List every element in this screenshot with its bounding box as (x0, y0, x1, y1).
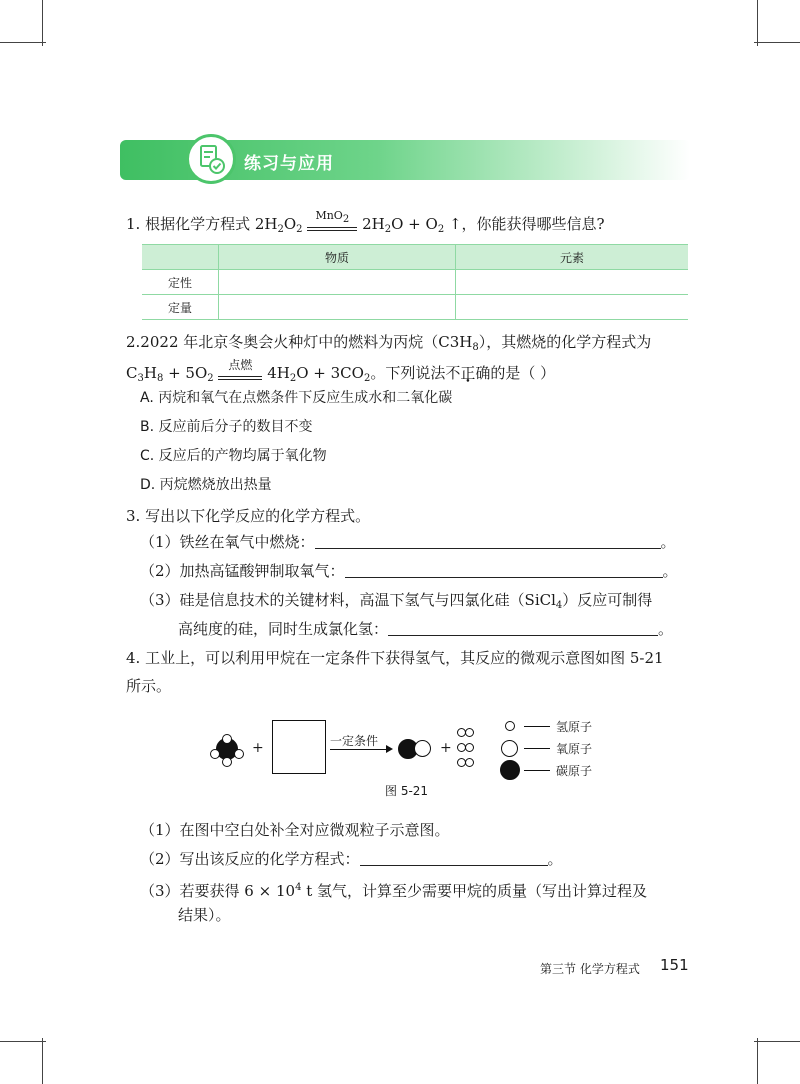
option-d: D. 丙烷燃烧放出热量 (140, 477, 272, 493)
crop-mark (0, 42, 46, 43)
crop-mark (0, 1041, 46, 1042)
legend-oxygen-icon (501, 740, 518, 757)
plus-sign: + (252, 740, 264, 756)
arrow-line (330, 749, 390, 750)
hydrogen-atom (222, 757, 232, 767)
q4-item-2: （2）写出该反应的化学方程式： 。 (140, 850, 563, 868)
arrow-condition: 一定条件 (330, 734, 379, 748)
q3-item-2: （2）加热高锰酸钾制取氧气： 。 (140, 562, 678, 580)
crop-mark (42, 0, 43, 46)
option-c: C. 反应后的产物均属于氧化物 (140, 448, 327, 464)
plus-sign: + (440, 740, 452, 756)
legend-line (524, 726, 550, 727)
table-row: 定性 (142, 270, 688, 295)
q4-item-3: （3）若要获得 $6 \times 10^4$ t 氢气，计算至少需要甲烷的质量（写出计算过程及 (140, 882, 648, 900)
crop-mark (42, 1038, 43, 1084)
crop-mark (754, 1041, 800, 1042)
option-a: A. 丙烷和氧气在点燃条件下反应生成水和二氧化碳 (140, 390, 453, 406)
legend-hydrogen-label: 氢原子 (556, 720, 593, 734)
legend-line (524, 748, 550, 749)
hydrogen-atom (210, 749, 220, 759)
question-3: 3. 写出以下化学反应的化学方程式。 (126, 507, 371, 525)
crop-mark (754, 42, 800, 43)
info-table (142, 244, 688, 320)
legend-hydrogen-icon (505, 721, 515, 731)
hydrogen-atom (465, 743, 474, 752)
figure-caption: 图 5-21 (385, 784, 429, 798)
answer-blank[interactable] (315, 534, 661, 549)
q3-item-3: （3）硅是信息技术的关键材料，高温下氢气与四氯化硅（SiCl$_4$）反应可制得 (140, 591, 653, 611)
q4-item-1: （1）在图中空白处补全对应微观粒子示意图。 (140, 821, 450, 839)
q1-suffix: ，你能获得哪些信息? (461, 215, 605, 233)
arrow-head-icon (386, 745, 393, 753)
question-4-cont: 所示。 (126, 677, 172, 695)
legend-carbon-icon (500, 760, 520, 780)
hydrogen-atom (222, 734, 232, 744)
answer-blank[interactable] (388, 621, 658, 636)
section-title: 练习与应用 (244, 154, 334, 174)
document-check-icon (186, 134, 236, 184)
oxygen-atom (414, 740, 431, 757)
legend-carbon-label: 碳原子 (556, 764, 593, 778)
answer-blank[interactable] (360, 851, 548, 866)
footer-section: 第三节 化学方程式 (540, 962, 640, 976)
q4-item-3-cont: 结果）。 (178, 906, 231, 924)
legend-oxygen-label: 氧原子 (556, 742, 593, 756)
page-number: 151 (660, 956, 689, 974)
table-row: 定量 (142, 295, 688, 320)
answer-blank[interactable] (345, 563, 663, 578)
q1-prefix: 1. 根据化学方程式 (126, 215, 255, 233)
option-b: B. 反应前后分子的数目不变 (140, 419, 313, 435)
question-2-equation: $C_3H_8 + 5O_2$ 点燃 $4H_2O + 3CO_2$。下列说法不正确的是（ ） (126, 358, 556, 384)
hydrogen-atom (465, 758, 474, 767)
question-4: 4. 工业上，可以利用甲烷在一定条件下获得氢气，其反应的微观示意图如图 5-21 (126, 649, 664, 667)
legend-line (524, 770, 550, 771)
crop-mark (757, 0, 758, 46)
question-1: 1. 根据化学方程式 $2H_2O_2$ MnO2 $2H_2O + O_2$ ↑，你能获得哪些信息? (126, 209, 605, 235)
blank-box[interactable] (272, 720, 326, 774)
question-2: 2.2022 年北京冬奥会火种灯中的燃料为丙烷$(C3H_8)$，其燃烧的化学方程式为 (126, 333, 652, 353)
q3-item-1: （1）铁丝在氧气中燃烧： 。 (140, 533, 676, 551)
section-header (120, 140, 690, 180)
reaction-condition: MnO2 (307, 223, 357, 231)
crop-mark (757, 1038, 758, 1084)
hydrogen-atom (465, 728, 474, 737)
hydrogen-atom (234, 749, 244, 759)
q3-item-3-cont: 高纯度的硅，同时生成氯化氢： 。 (178, 620, 674, 638)
reaction-condition: 点燃 (218, 372, 262, 380)
table-header-row: 物质 元素 (142, 245, 688, 270)
emphasis-text: 不正确 (445, 364, 491, 382)
